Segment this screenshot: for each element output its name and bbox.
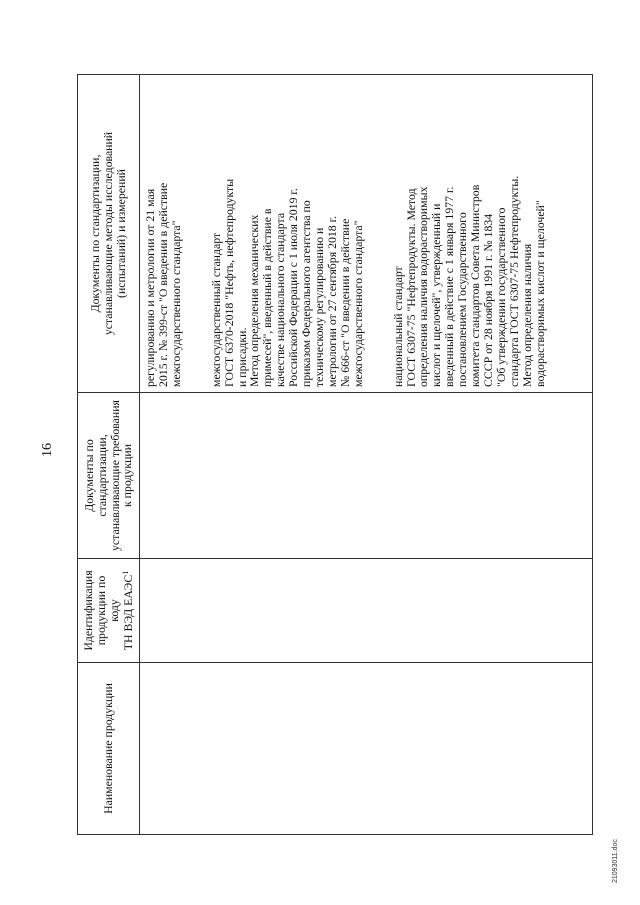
footnote-marker: 1 bbox=[121, 570, 131, 575]
cell-requirement-docs bbox=[140, 393, 593, 559]
header-method-docs bbox=[78, 75, 140, 393]
header-method-docs-text: Документы по стандартизации, устанавливающие методы исследований (испытаний) и измерений bbox=[88, 131, 128, 336]
method-doc-entry: межгосударственный стандарт ГОСТ 6370-2018 "Нефть, нефтепродукты и присадки. Метод определения механических примесей", введенный в действие в качестве национального стандарта Российской Федерации с 1 июля 2019 г. приказом Федерального агентства по техническому регулированию и метрологии от 27 сентября 2018 г. № 666-ст "О введении в действие межгосударственного стандарта" bbox=[208, 178, 365, 387]
header-product-name-text: Наименование продукции bbox=[101, 683, 116, 814]
cell-tnved-code bbox=[140, 559, 593, 663]
file-footer: 21093011.doc bbox=[612, 839, 619, 883]
header-tnved-code-text: Идентификация продукции по коду ТН ВЭД ЕАЭС bbox=[80, 570, 136, 651]
header-product-name bbox=[78, 663, 140, 835]
cell-method-docs bbox=[140, 75, 593, 393]
cell-product-name bbox=[140, 663, 593, 835]
header-requirement-docs bbox=[78, 393, 140, 559]
header-tnved-code bbox=[78, 559, 140, 663]
page-number: 16 bbox=[40, 443, 55, 457]
method-doc-entry: национальный стандарт ГОСТ 6307-75 "Нефтепродукты. Метод определения наличия водорастворимых кислот и щелочей", утвержденный и введенный в действие с 1 января 1977 г. постановлением Государственного комитета стандартов Совета Министров СССР от 28 ноября 1991 г. № 1834 "Об утверждении государственного стандарта ГОСТ 6307-75 Нефтепродукты. Метод определения наличия водорастворимых кислот и щелочей" bbox=[390, 175, 547, 387]
method-doc-entry: регулированию и метрологии от 21 мая 2015 г. № 399-ст "О введении в действие межгосударственного стандарта" bbox=[143, 182, 183, 387]
header-requirement-docs-text: Документы по стандартизации, устанавливающие требования к продукции bbox=[81, 400, 135, 551]
table-header-row bbox=[78, 75, 140, 835]
table-row bbox=[140, 75, 593, 835]
standards-table bbox=[77, 74, 593, 835]
